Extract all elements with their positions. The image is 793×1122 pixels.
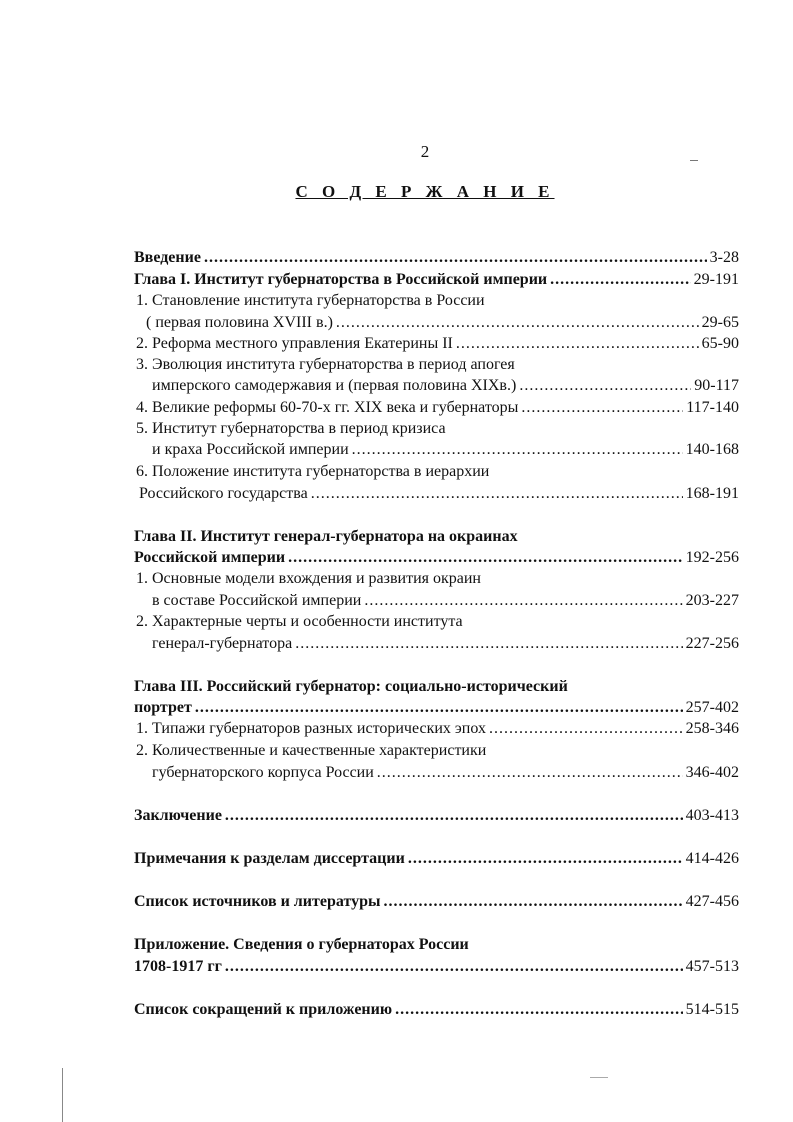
toc-entry-text: Примечания к разделам диссертации <box>134 850 405 867</box>
toc-entry-text: Российской империи <box>134 549 286 566</box>
toc-entry-pages: 29-65 <box>701 314 739 331</box>
toc-entry-1-6 <box>139 484 739 504</box>
leader-dots <box>395 1000 683 1020</box>
toc-entry-3-2 <box>152 763 739 783</box>
toc-entry-pages: 258-346 <box>685 720 739 737</box>
leader-dots <box>364 591 682 611</box>
toc-entry-text: губернаторского корпуса России <box>152 764 374 781</box>
toc-entry-abbreviations <box>134 1000 739 1020</box>
toc-entry-1-5 <box>152 440 739 460</box>
toc-entry-chapter-1 <box>134 270 739 290</box>
scan-edge-mark <box>62 1068 63 1122</box>
leader-dots <box>352 440 683 460</box>
toc-entry-pages: 203-227 <box>685 592 739 609</box>
toc-entry-intro <box>134 248 739 268</box>
toc-entry-text: 1. Основные модели вхождения и развития окраин <box>136 570 481 587</box>
toc-entry-pages: 29-191 <box>693 271 739 288</box>
toc-entry-pages: 427-456 <box>685 893 739 910</box>
toc-entry-text: Список сокращений к приложению <box>134 1001 393 1018</box>
toc-entry-pages: 403-413 <box>685 807 739 824</box>
toc-entry-text: 2. Характерные черты и особенности института <box>136 613 463 630</box>
leader-dots <box>550 270 691 290</box>
leader-dots <box>311 484 683 504</box>
toc-entry-2-1 <box>152 591 739 611</box>
leader-dots <box>225 806 683 826</box>
toc-chapter-2-title: Глава II. Институт генерал-губернатора на окраинах <box>134 528 518 545</box>
toc-entry-text: и краха Российской империи <box>152 441 349 458</box>
toc-entry-text: 1708-1917 гг <box>134 958 222 975</box>
leader-dots <box>225 957 683 977</box>
toc-entry-text: Заключение <box>134 807 222 824</box>
toc-entry-text: в составе Российской империи <box>152 592 362 609</box>
toc-entry-pages: 65-90 <box>701 335 739 352</box>
toc-entry-text: Глава I. Институт губернаторства в Российской империи <box>134 271 548 288</box>
page-number: 2 <box>420 142 430 161</box>
toc-entry-text: Введение <box>134 249 201 266</box>
toc-entry-chapter-2 <box>134 548 739 568</box>
toc-entry-text: 1. Становление института губернаторства в России <box>136 292 485 309</box>
toc-entry-text: Российского государства <box>139 485 308 502</box>
leader-dots <box>195 698 683 718</box>
leader-dots <box>519 376 691 396</box>
toc-entry-text: Список источников и литературы <box>134 893 381 910</box>
leader-dots <box>521 398 683 418</box>
toc-appendix-title: Приложение. Сведения о губернаторах России <box>134 936 469 953</box>
toc-entry-text: портрет <box>134 699 192 716</box>
toc-entry-sources <box>134 892 739 912</box>
leader-dots <box>408 849 683 869</box>
toc-entry-pages: 168-191 <box>685 485 739 502</box>
toc-entry-pages: 414-426 <box>685 850 739 867</box>
toc-entry-pages: 514-515 <box>685 1001 739 1018</box>
toc-chapter-3-title: Глава III. Российский губернатор: социально-исторический <box>134 678 568 695</box>
leader-dots <box>295 634 682 654</box>
toc-entry-1-1 <box>146 313 739 333</box>
toc-entry-pages: 117-140 <box>686 399 739 416</box>
toc-entry-1-4 <box>136 398 739 418</box>
toc-entry-pages: 140-168 <box>685 441 739 458</box>
toc-entry-text: ( первая половина XVIII в.) <box>146 314 333 331</box>
toc-entry-pages: 257-402 <box>685 699 739 716</box>
toc-entry-chapter-3 <box>134 698 739 718</box>
toc-entry-text: 6. Положение института губернаторства в иерархии <box>136 463 490 480</box>
scan-speck <box>690 160 698 161</box>
toc-entry-1-3 <box>152 376 739 396</box>
leader-dots <box>489 719 683 739</box>
toc-entry-3-1 <box>136 719 739 739</box>
toc-entry-text: 5. Институт губернаторства в период кризиса <box>136 420 446 437</box>
scan-speck <box>590 1077 608 1078</box>
leader-dots <box>377 763 683 783</box>
toc-entry-text: 2. Количественные и качественные характеристики <box>136 742 487 759</box>
toc-entry-appendix <box>134 957 739 977</box>
toc-entry-1-2 <box>136 334 739 354</box>
toc-entry-text: имперского самодержавия и (первая половина XIXв.) <box>152 377 517 394</box>
toc-entry-text: 2. Реформа местного управления Екатерины II <box>136 335 453 352</box>
toc-entry-pages: 227-256 <box>685 635 739 652</box>
leader-dots <box>383 892 682 912</box>
toc-entry-pages: 90-117 <box>694 377 739 394</box>
toc-entry-notes <box>134 849 739 869</box>
leader-dots <box>204 248 707 268</box>
toc-entry-text: генерал-губернатора <box>152 635 293 652</box>
leader-dots <box>456 334 699 354</box>
toc-entry-text: 4. Великие реформы 60-70-х гг. XIX века и губернаторы <box>136 399 519 416</box>
toc-entry-pages: 3-28 <box>709 249 739 266</box>
toc-title: С О Д Е Р Ж А Н И Е <box>295 182 555 201</box>
leader-dots <box>336 313 699 333</box>
leader-dots <box>288 548 683 568</box>
toc-entry-2-2 <box>152 634 739 654</box>
toc-entry-text: 3. Эволюция института губернаторства в период апогея <box>136 356 515 373</box>
toc-entry-conclusion <box>134 806 739 826</box>
toc-entry-pages: 346-402 <box>685 764 739 781</box>
toc-entry-pages: 192-256 <box>685 549 739 566</box>
toc-entry-text: 1. Типажи губернаторов разных исторических эпох <box>136 720 486 737</box>
toc-entry-pages: 457-513 <box>685 958 739 975</box>
